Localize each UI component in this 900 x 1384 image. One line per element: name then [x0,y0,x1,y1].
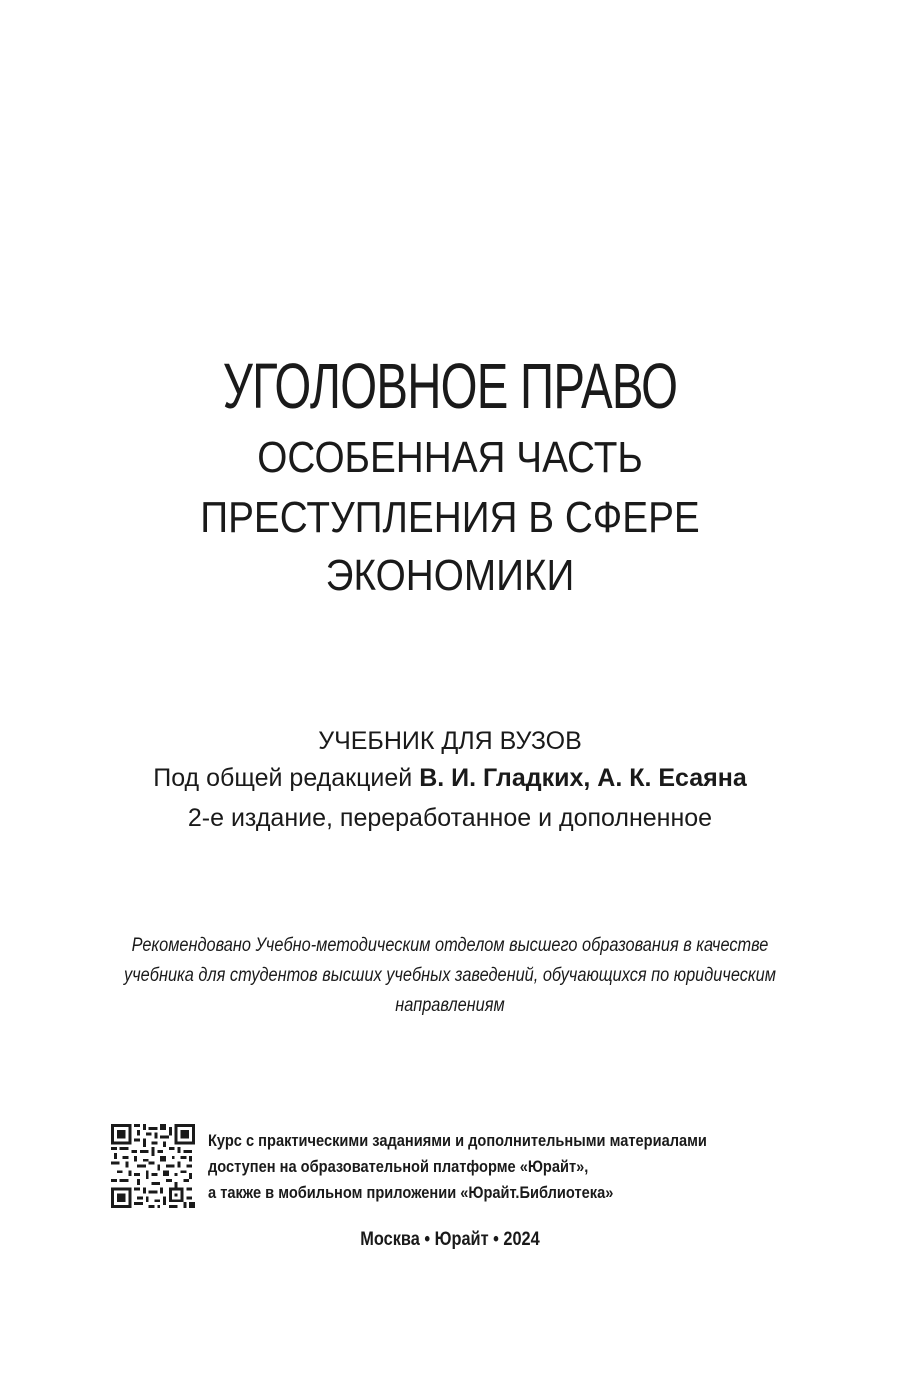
subtitle-line-3: ЭКОНОМИКИ [325,551,575,600]
imprint-line: Москва • Юрайт • 2024 [360,1229,540,1250]
subtitle-line-1: ОСОБЕННАЯ ЧАСТЬ [257,433,643,482]
course-info-line-1: Курс с практическими заданиями и дополнительными материалами [208,1131,707,1150]
editors-line [0,762,900,794]
editors-prefix: Под общей редакцией [153,764,420,792]
book-type: УЧЕБНИК ДЛЯ ВУЗОВ [318,727,582,755]
recommendation-line-3: направлениям [395,995,505,1016]
edition-info: 2-е издание, переработанное и дополненное [187,804,713,832]
course-info-line-2: доступен на образовательной платформе «Юрайт», [208,1157,589,1176]
recommendation-line-2: учебника для студентов высших учебных заведений, обучающихся по юридическим [124,965,776,986]
subtitle-line-2: ПРЕСТУПЛЕНИЯ В СФЕРЕ [200,493,700,542]
book-title: УГОЛОВНОЕ ПРАВО [222,350,678,422]
editors-names: В. И. Гладких, А. К. Есаяна [419,764,747,792]
recommendation-line-1: Рекомендовано Учебно-методическим отделом высшего образования в качестве [131,935,769,956]
course-info-line-3: а также в мобильном приложении «Юрайт.Библиотека» [208,1183,614,1202]
qr-code-icon[interactable] [111,1124,195,1208]
